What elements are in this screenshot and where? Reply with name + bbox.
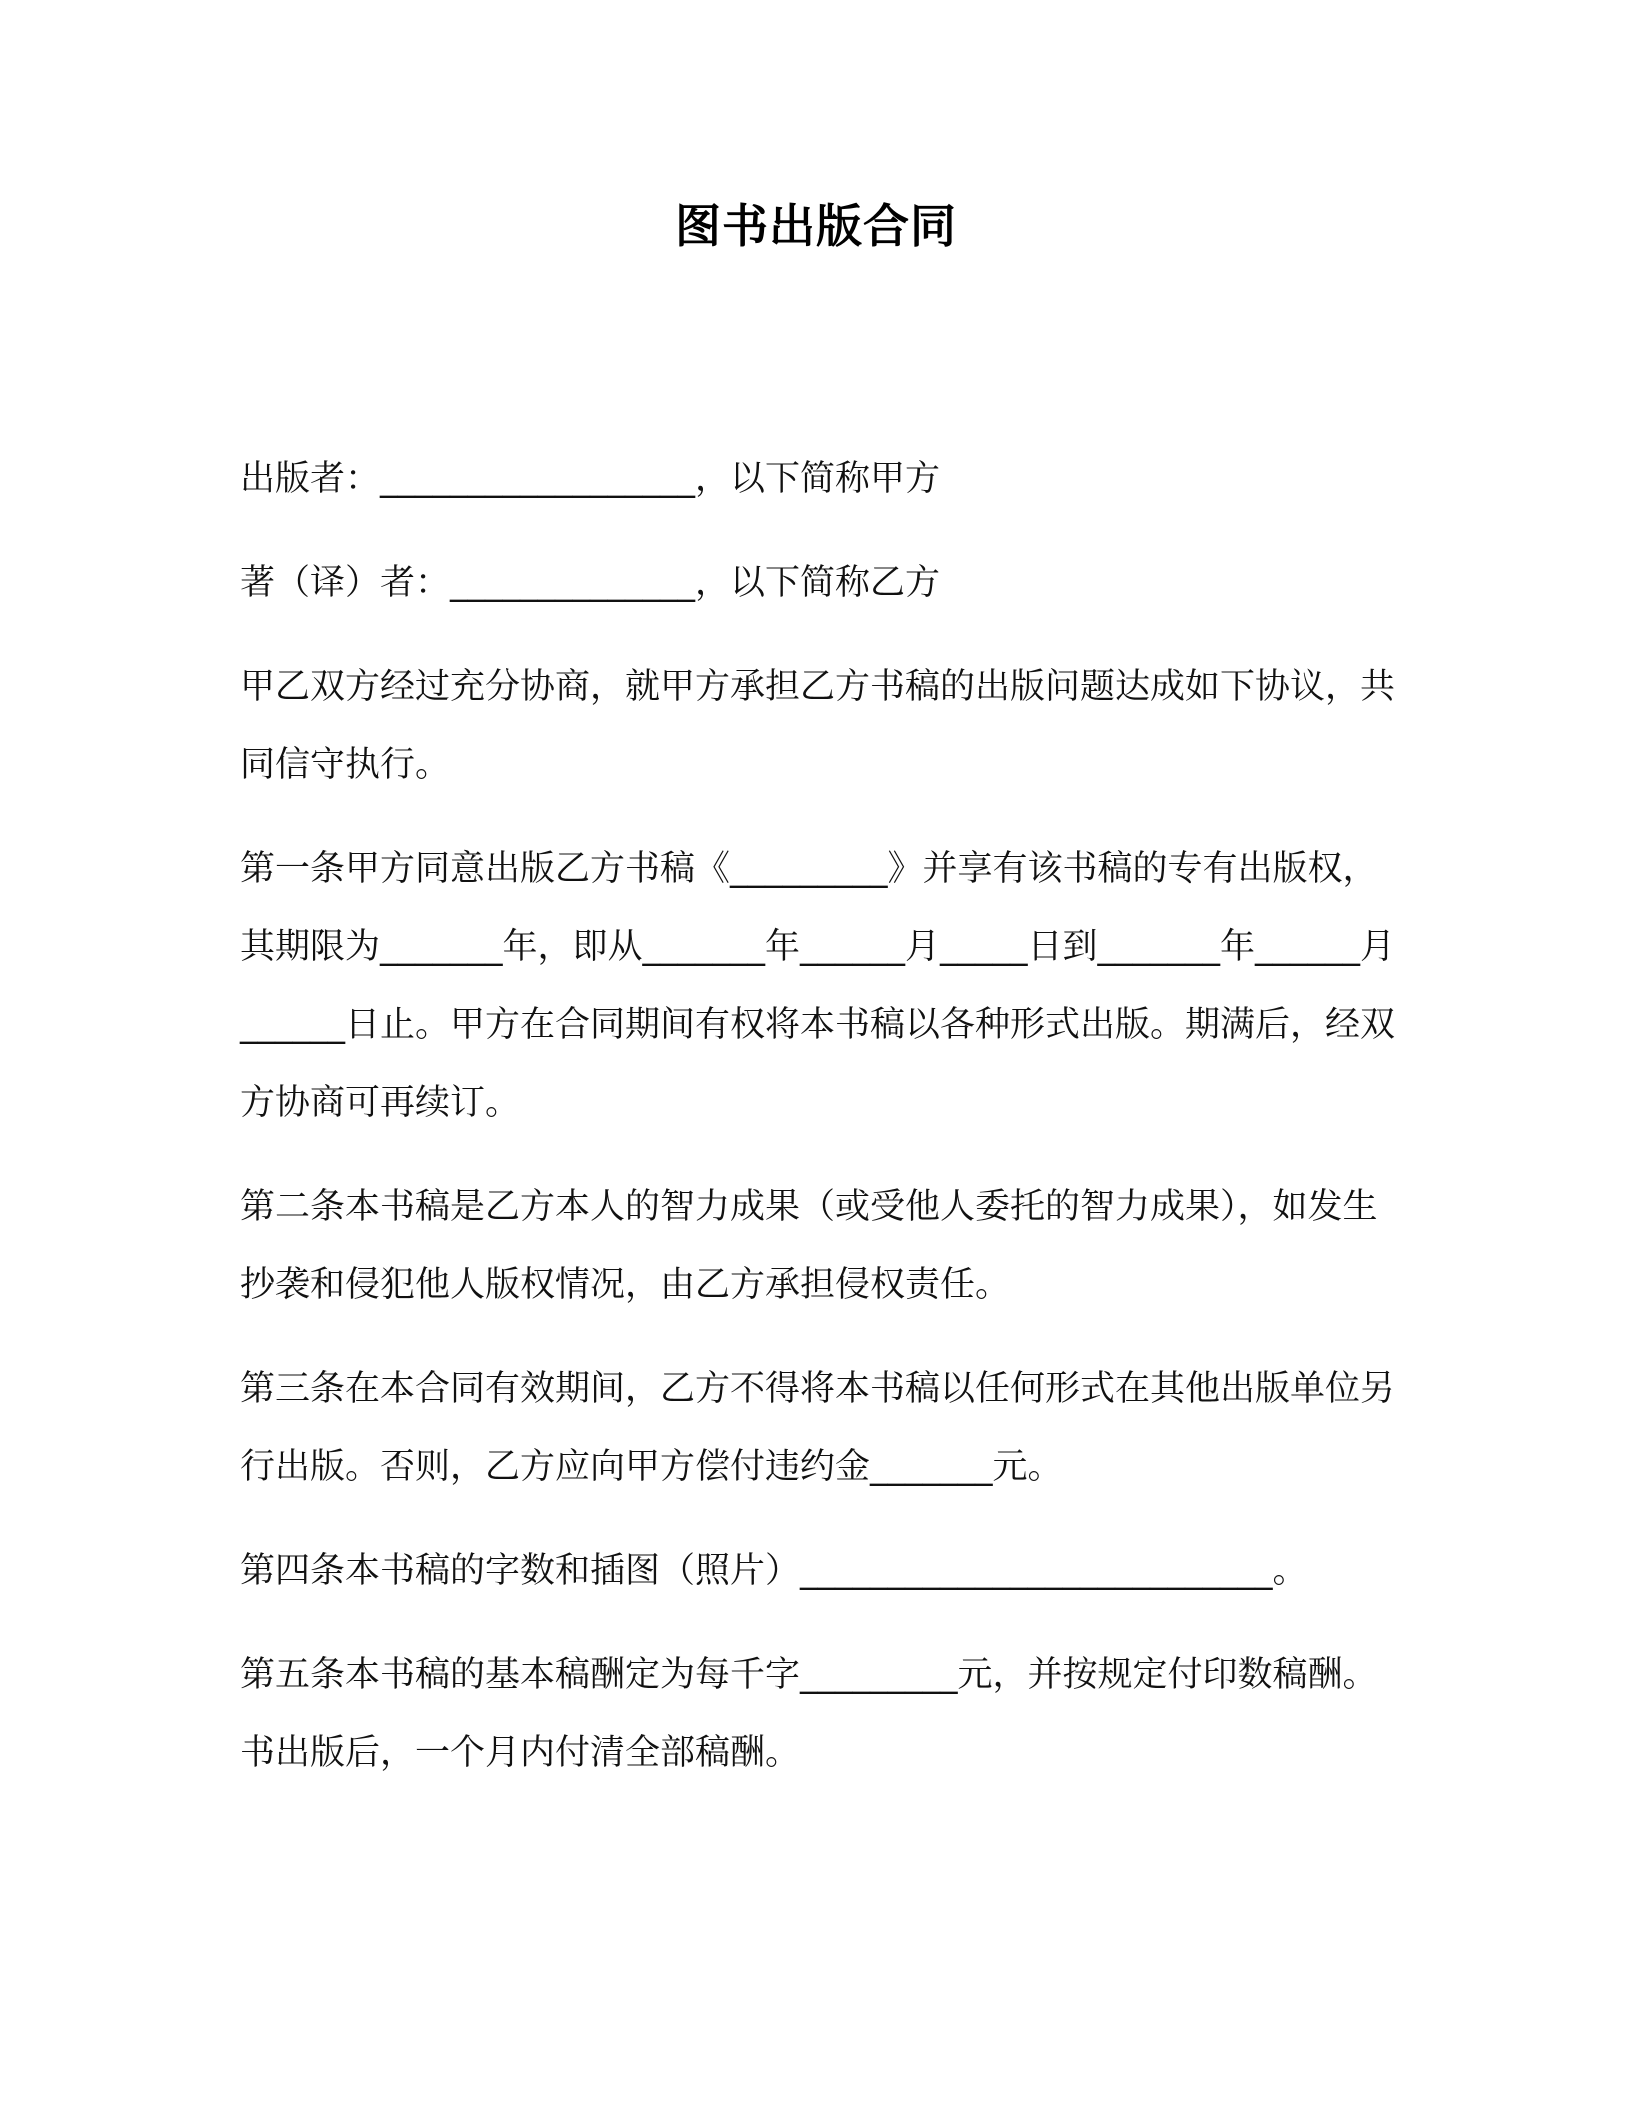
document-title: 图书出版合同 (675, 199, 957, 253)
article-4-paragraph: 第四条本书稿的字数和插图（照片）___________________________。 (240, 1551, 1308, 1591)
author-line: 著（译）者：______________，以下简称乙方 (240, 563, 941, 603)
article-3-paragraph: 第三条在本合同有效期间，乙方不得将本书稿以任何形式在其他出版单位另行出版。否则，乙方应向甲方偿付违约金_______元。 (240, 1369, 1396, 1487)
publisher-line: 出版者：__________________，以下简称甲方 (240, 459, 941, 499)
document-body (240, 440, 1400, 1818)
preamble-paragraph: 甲乙双方经过充分协商，就甲方承担乙方书稿的出版问题达成如下协议，共同信守执行。 (240, 667, 1396, 785)
article-5-paragraph: 第五条本书稿的基本稿酬定为每千字_________元，并按规定付印数稿酬。书出版后，一个月内付清全部稿酬。 (240, 1655, 1378, 1773)
article-1-paragraph: 第一条甲方同意出版乙方书稿《_________》并享有该书稿的专有出版权，其期限为_______年，即从_______年______月_____日到_______年______月______日止。甲方在合同期间有权将本书稿以各种形式出版。期满后，经双方协商可再续订。 (240, 849, 1396, 1123)
article-2-paragraph: 第二条本书稿是乙方本人的智力成果（或受他人委托的智力成果），如发生抄袭和侵犯他人版权情况，由乙方承担侵权责任。 (240, 1187, 1378, 1305)
